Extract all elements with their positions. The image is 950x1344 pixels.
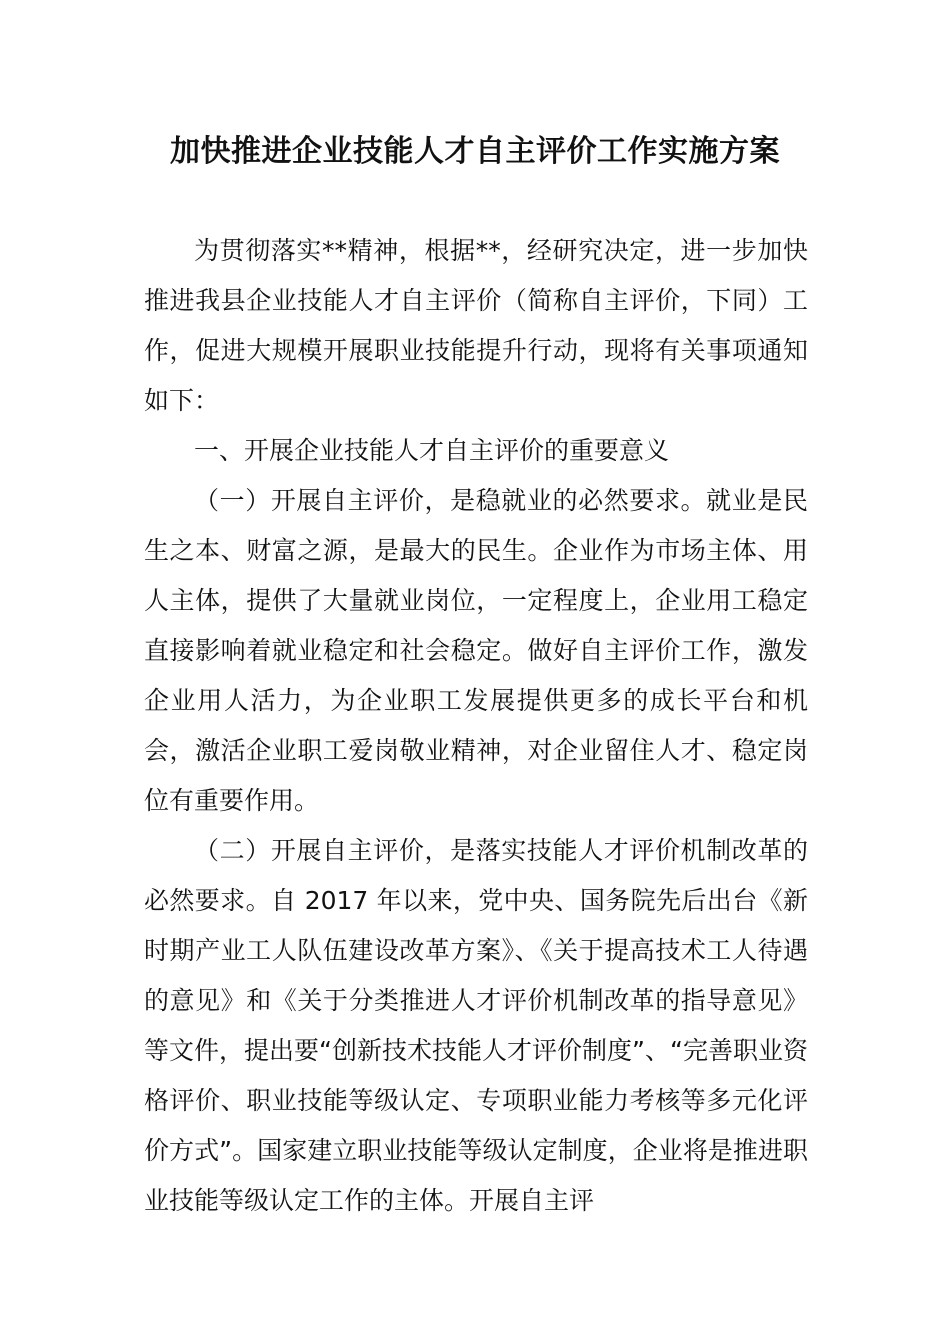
section-heading: 一、开展企业技能人才自主评价的重要意义 (194, 436, 670, 465)
paragraph-2: （二）开展自主评价，是落实技能人才评价机制改革的必然要求。自 2017 年以来，党中央、国务院先后出台《新时期产业工人队伍建设改革方案》、《关于提高技术工人待遇的意见》和《关于分类推进人才评价机制改革的指导意见》等文件，提出要“创新技术技能人才评价制度”、“完善职业资格评价、职业技能等级认定、专项职业能力考核等多元化评价方式”。国家建立职业技能等级认定制度，企业将是推进职业技能等级认定工作的主体。开展自主评 (144, 836, 808, 1215)
document-body (144, 226, 808, 1226)
intro-paragraph: 为贯彻落实**精神，根据**，经研究决定，进一步加快推进我县企业技能人才自主评价（简称自主评价，下同）工作，促进大规模开展职业技能提升行动，现将有关事项通知如下： (144, 236, 808, 415)
document-title: 加快推进企业技能人才自主评价工作实施方案 (170, 134, 780, 169)
paragraph-1: （一）开展自主评价，是稳就业的必然要求。就业是民生之本、财富之源，是最大的民生。企业作为市场主体、用人主体，提供了大量就业岗位，一定程度上，企业用工稳定直接影响着就业稳定和社会稳定。做好自主评价工作，激发企业用人活力，为企业职工发展提供更多的成长平台和机会，激活企业职工爱岗敬业精神，对企业留住人才、稳定岗位有重要作用。 (144, 486, 808, 815)
